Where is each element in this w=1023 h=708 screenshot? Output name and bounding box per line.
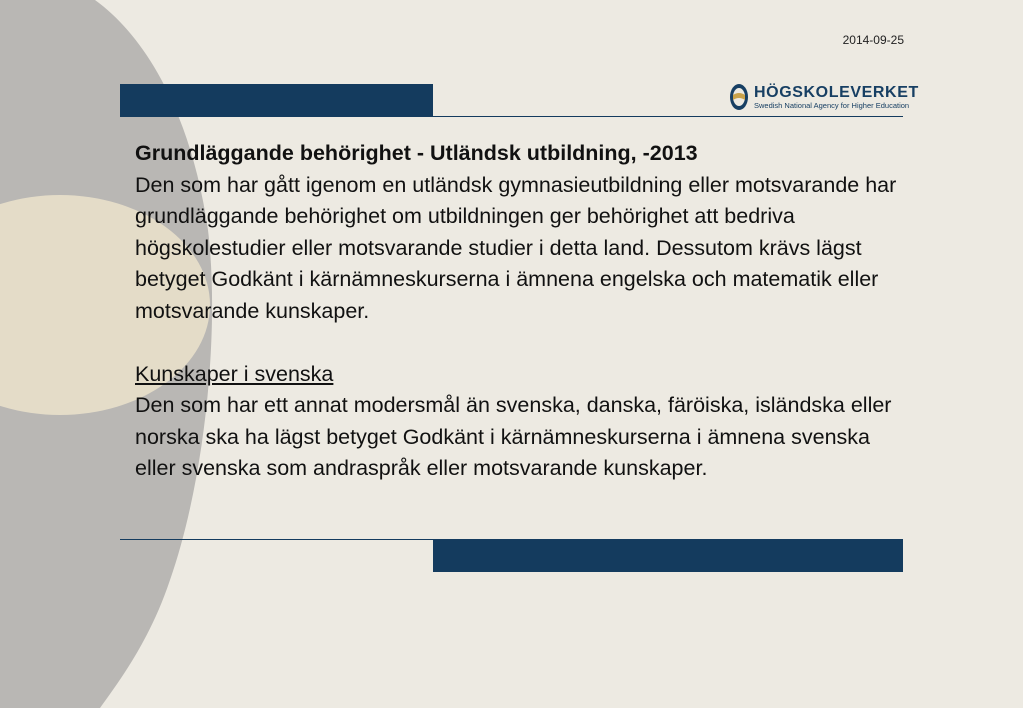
paragraph-spacer (135, 327, 905, 359)
header-bar (120, 84, 433, 117)
section2-body: Den som har ett annat modersmål än svenska, danska, färöiska, isländska eller norska ska ha lägst betyget Godkänt i kärnämneskurserna i ämnena svenska eller svenska som andraspråk eller motsvarande kunskaper. (135, 393, 892, 480)
section1-heading: Grundläggande behörighet - Utländsk utbildning, -2013 (135, 141, 698, 165)
hogskoleverket-logo (729, 82, 919, 112)
slide-date: 2014-09-25 (842, 33, 904, 47)
header-rule (433, 116, 903, 117)
section2-heading: Kunskaper i svenska (135, 361, 334, 386)
section1-body: Den som har gått igenom en utländsk gymnasieutbildning eller motsvarande har grundläggande behörighet om utbildningen ger behörighet att bedriva högskolestudier eller motsvarande studier i detta land. Dessutom krävs lägst betyget Godkänt i kärnämneskurserna i ämnena engelska och matematik eller motsvarande kunskaper. (135, 172, 897, 323)
agency-emblem-icon (729, 82, 749, 112)
logo-name: HÖGSKOLEVERKET (754, 83, 919, 101)
slide-content (135, 138, 905, 485)
footer-rule (120, 539, 433, 540)
footer-bar (433, 539, 903, 572)
logo-subtitle: Swedish National Agency for Higher Education (754, 100, 910, 110)
